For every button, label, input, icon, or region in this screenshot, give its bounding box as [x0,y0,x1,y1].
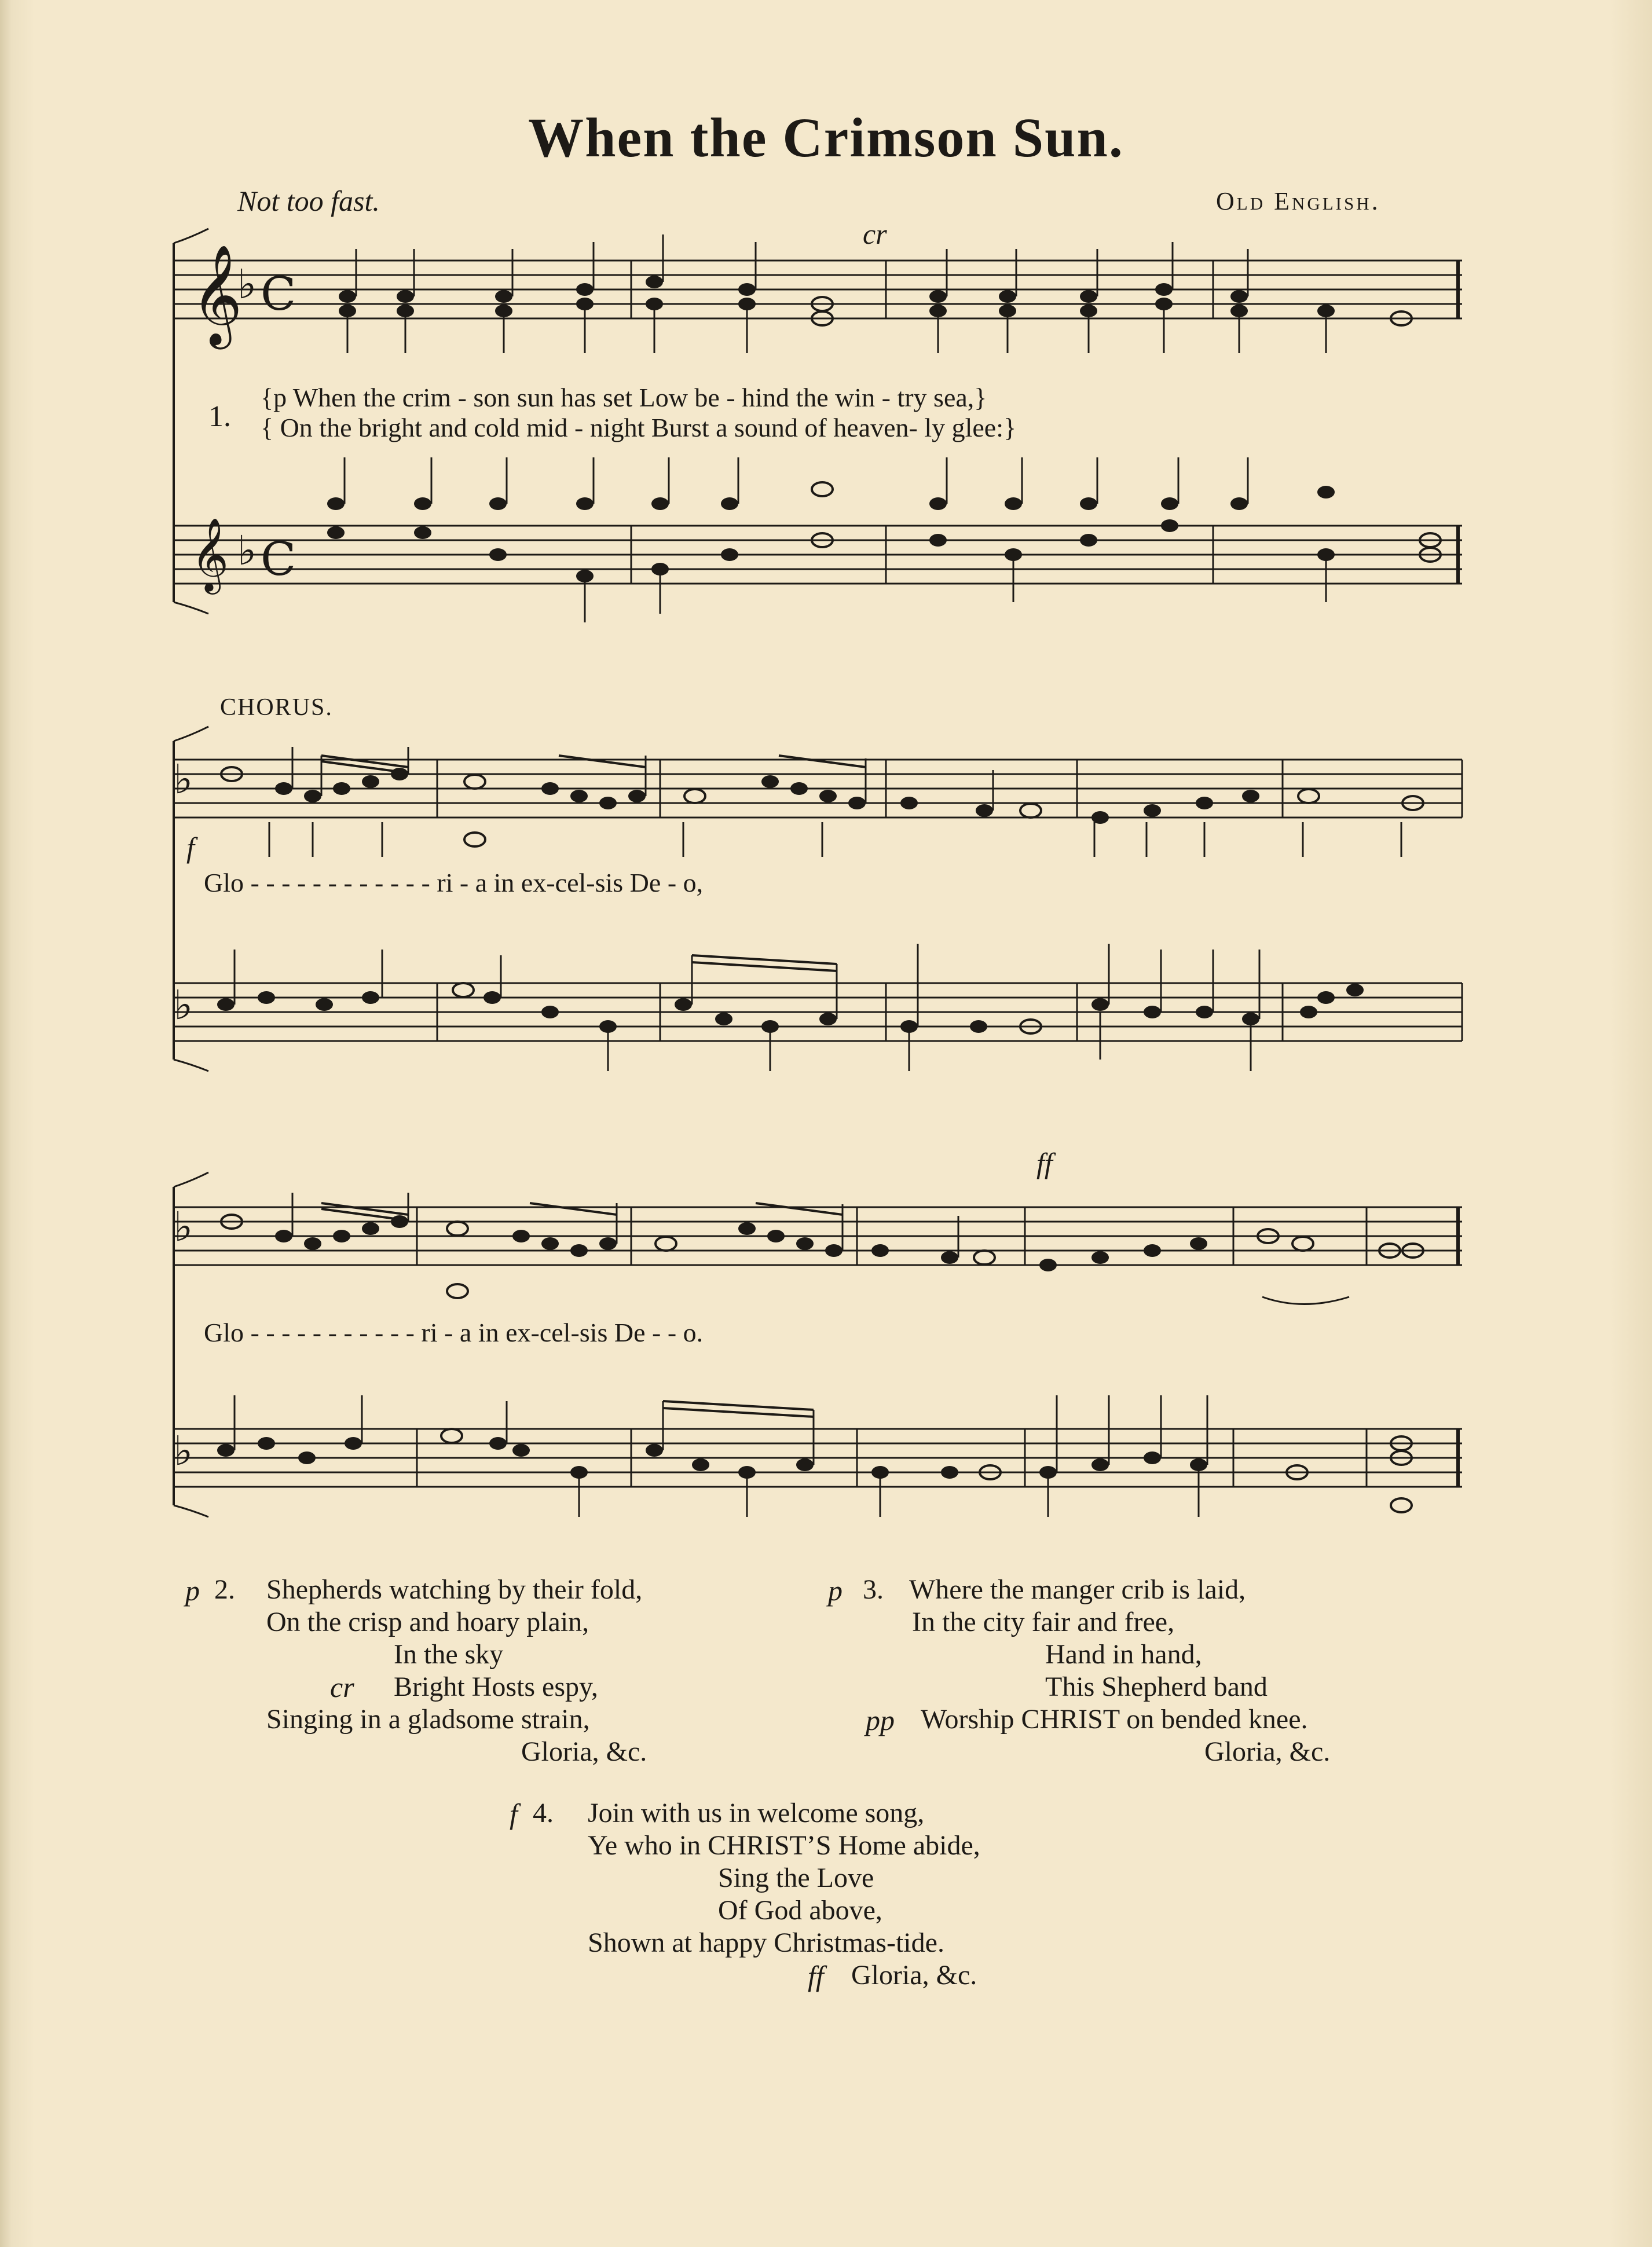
verse-3-line: Gloria, &c. [1204,1736,1331,1767]
verse-4-line: Shown at happy Christmas-tide. [588,1927,944,1958]
svg-text:♭: ♭ [174,981,193,1029]
chorus-label: CHORUS. [220,694,333,721]
system-2 [174,727,1462,1071]
tempo-marking: Not too fast. [237,185,380,217]
verse-2-dynamic: p [185,1574,200,1607]
verse-2-number: 2. [214,1574,235,1605]
verse-3-line: In the city fair and free, [912,1607,1175,1637]
verse-4-line: Sing the Love [718,1863,874,1893]
lyric-line-2: { On the bright and cold mid - night Burst a sound of heaven- ly glee:} [261,413,1017,442]
source-attribution: Old English. [1216,187,1380,215]
verse-4-line: Of God above, [718,1895,882,1926]
svg-text:C: C [261,267,296,321]
svg-text:♭: ♭ [174,1203,193,1251]
svg-text:♭: ♭ [174,1427,193,1475]
verse-3-number: 3. [863,1574,884,1605]
dynamic-fortissimo: ff [1036,1147,1053,1179]
dynamic-forte: f [186,831,195,864]
verse-4-line: Join with us in welcome song, [588,1798,925,1828]
verse-3-dynamic: p [828,1574,843,1607]
verse-number-1: 1. [208,400,231,433]
verse-3-line: Worship CHRIST on bended knee. [921,1704,1308,1735]
verse-2-line: Shepherds watching by their fold, [266,1574,643,1605]
page-title: When the Crimson Sun. [528,107,1124,168]
dynamic-crescendo: cr [863,218,887,250]
verse-2-line: In the sky [394,1639,504,1670]
verse-2-line: Singing in a gladsome strain, [266,1704,590,1735]
verse-2-line: Bright Hosts espy, [394,1671,598,1702]
verse-4-line: Gloria, &c. [851,1960,977,1991]
svg-text:𝄞: 𝄞 [191,244,243,345]
chorus-lyric-2: Glo - - - - - - - - - - - ri - a in ex-cel-sis De - - o. [204,1318,704,1347]
svg-text:C: C [261,532,296,586]
lyric-line-1: {p When the crim - son sun has set Low be - hind the win - try sea,} [261,383,987,412]
svg-text:♭: ♭ [174,756,193,803]
verse-3-line: This Shepherd band [1045,1671,1268,1702]
verse-3-line: Where the manger crib is laid, [909,1574,1246,1605]
verse-3-pianissimo: pp [866,1704,895,1736]
chorus-lyric-1: Glo - - - - - - - - - - - - ri - a in ex-cel-sis De - o, [204,868,704,897]
svg-text:𝄞: 𝄞 [191,517,229,591]
svg-text:♭: ♭ [237,527,257,574]
verse-2-line: On the crisp and hoary plain, [266,1607,589,1637]
verse-4-line: Ye who in CHRIST’S Home abide, [588,1830,980,1861]
verse-4-number: 4. [533,1798,554,1828]
verse-4-fortissimo: ff [808,1960,824,1992]
verse-2-line: Gloria, &c. [521,1736,647,1767]
verse-2-crescendo: cr [330,1671,354,1703]
verse-3-line: Hand in hand, [1045,1639,1202,1670]
svg-text:♭: ♭ [237,261,257,308]
verse-4-dynamic: f [510,1798,518,1830]
